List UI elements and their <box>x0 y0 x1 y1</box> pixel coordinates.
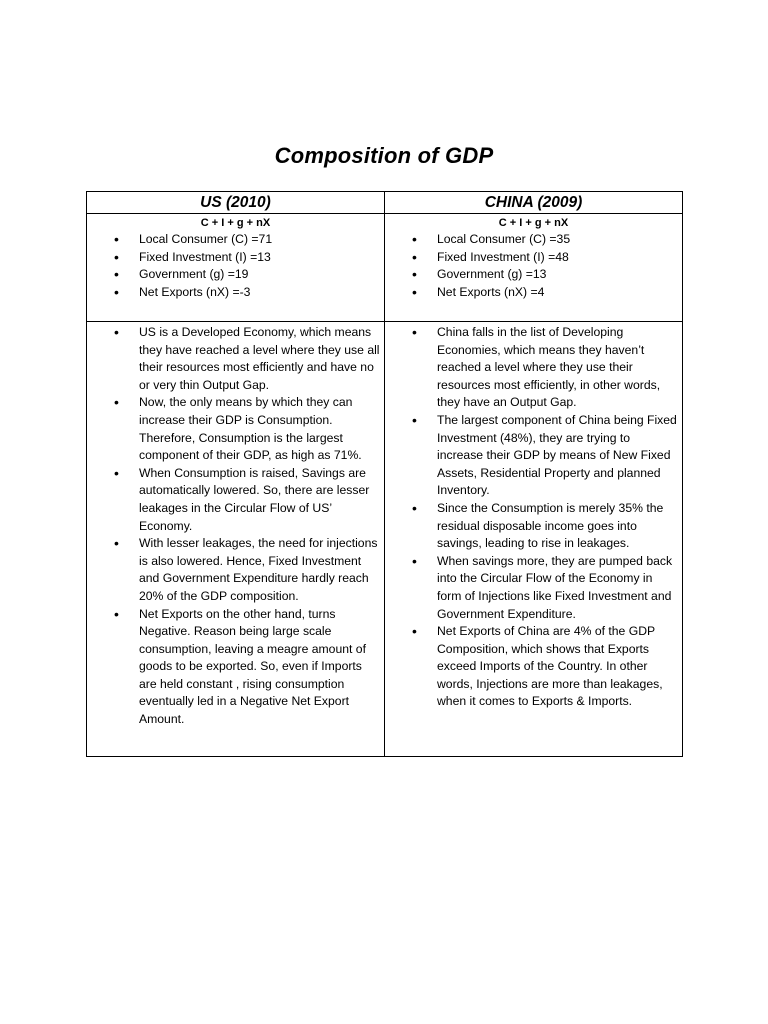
us-formula-cell <box>87 214 385 322</box>
list-item: • Since the Consumption is merely 35% the residual disposable income goes into savings, leading to rise in leakages. <box>385 500 682 553</box>
list-item: • When savings more, they are pumped back into the Circular Flow of the Economy in form of Injections like Fixed Investment and Government Expenditure. <box>385 553 682 623</box>
list-item: • China falls in the list of Developing Economies, which means they haven’t reached a level where they use their resources most efficiently, in other words, they have an Output Gap. <box>385 324 682 412</box>
us-notes-list <box>87 324 384 729</box>
china-formula-cell <box>385 214 683 322</box>
list-item: • With lesser leakages, the need for injections is also lowered. Hence, Fixed Investment and Government Expenditure hardly reach 20% of the GDP composition. <box>87 535 384 605</box>
list-item: • When Consumption is raised, Savings are automatically lowered. So, there are lesser leakages in the Circular Flow of US’ Economy. <box>87 465 384 535</box>
list-item: • The largest component of China being Fixed Investment (48%), they are trying to increase their GDP by means of New Fixed Assets, Residential Property and planned Inventory. <box>385 412 682 500</box>
list-item: • Net Exports (nX) =4 <box>385 284 682 302</box>
list-item: • Net Exports of China are 4% of the GDP Composition, which shows that Exports exceed Imports of the Country. In other words, Injections are more than leakages, when it comes to Exports & Imports. <box>385 623 682 711</box>
column-header-china: CHINA (2009) <box>385 192 683 214</box>
list-item: • Local Consumer (C) =35 <box>385 231 682 249</box>
list-item: • Now, the only means by which they can increase their GDP is Consumption. Therefore, Consumption is the largest component of their GDP, as high as 71%. <box>87 394 384 464</box>
list-item: • Government (g) =13 <box>385 266 682 284</box>
list-item: • Fixed Investment (I) =13 <box>87 249 384 267</box>
notes-row <box>87 322 683 757</box>
gdp-comparison-table <box>86 191 683 757</box>
list-item: • Net Exports on the other hand, turns Negative. Reason being large scale consumption, leaving a meagre amount of goods to be exported. So, even if Imports are held constant , rising consumption eventually led in a Negative Net Export Amount. <box>87 606 384 729</box>
table-header-row <box>87 192 683 214</box>
china-formula: C + I + g + nX <box>498 217 569 229</box>
list-item: • Fixed Investment (I) =48 <box>385 249 682 267</box>
formula-row <box>87 214 683 322</box>
column-header-us: US (2010) <box>87 192 385 214</box>
list-item: • Government (g) =19 <box>87 266 384 284</box>
china-notes-list <box>385 324 682 711</box>
china-component-list <box>385 231 682 301</box>
us-notes-cell <box>87 322 385 757</box>
document-title: Composition of GDP <box>274 143 494 168</box>
list-item: • US is a Developed Economy, which means they have reached a level where they use all their resources most efficiently and have no or very thin Output Gap. <box>87 324 384 394</box>
list-item: • Net Exports (nX) =-3 <box>87 284 384 302</box>
us-component-list <box>87 231 384 301</box>
list-item: • Local Consumer (C) =71 <box>87 231 384 249</box>
us-formula: C + I + g + nX <box>200 217 271 229</box>
china-notes-cell <box>385 322 683 757</box>
